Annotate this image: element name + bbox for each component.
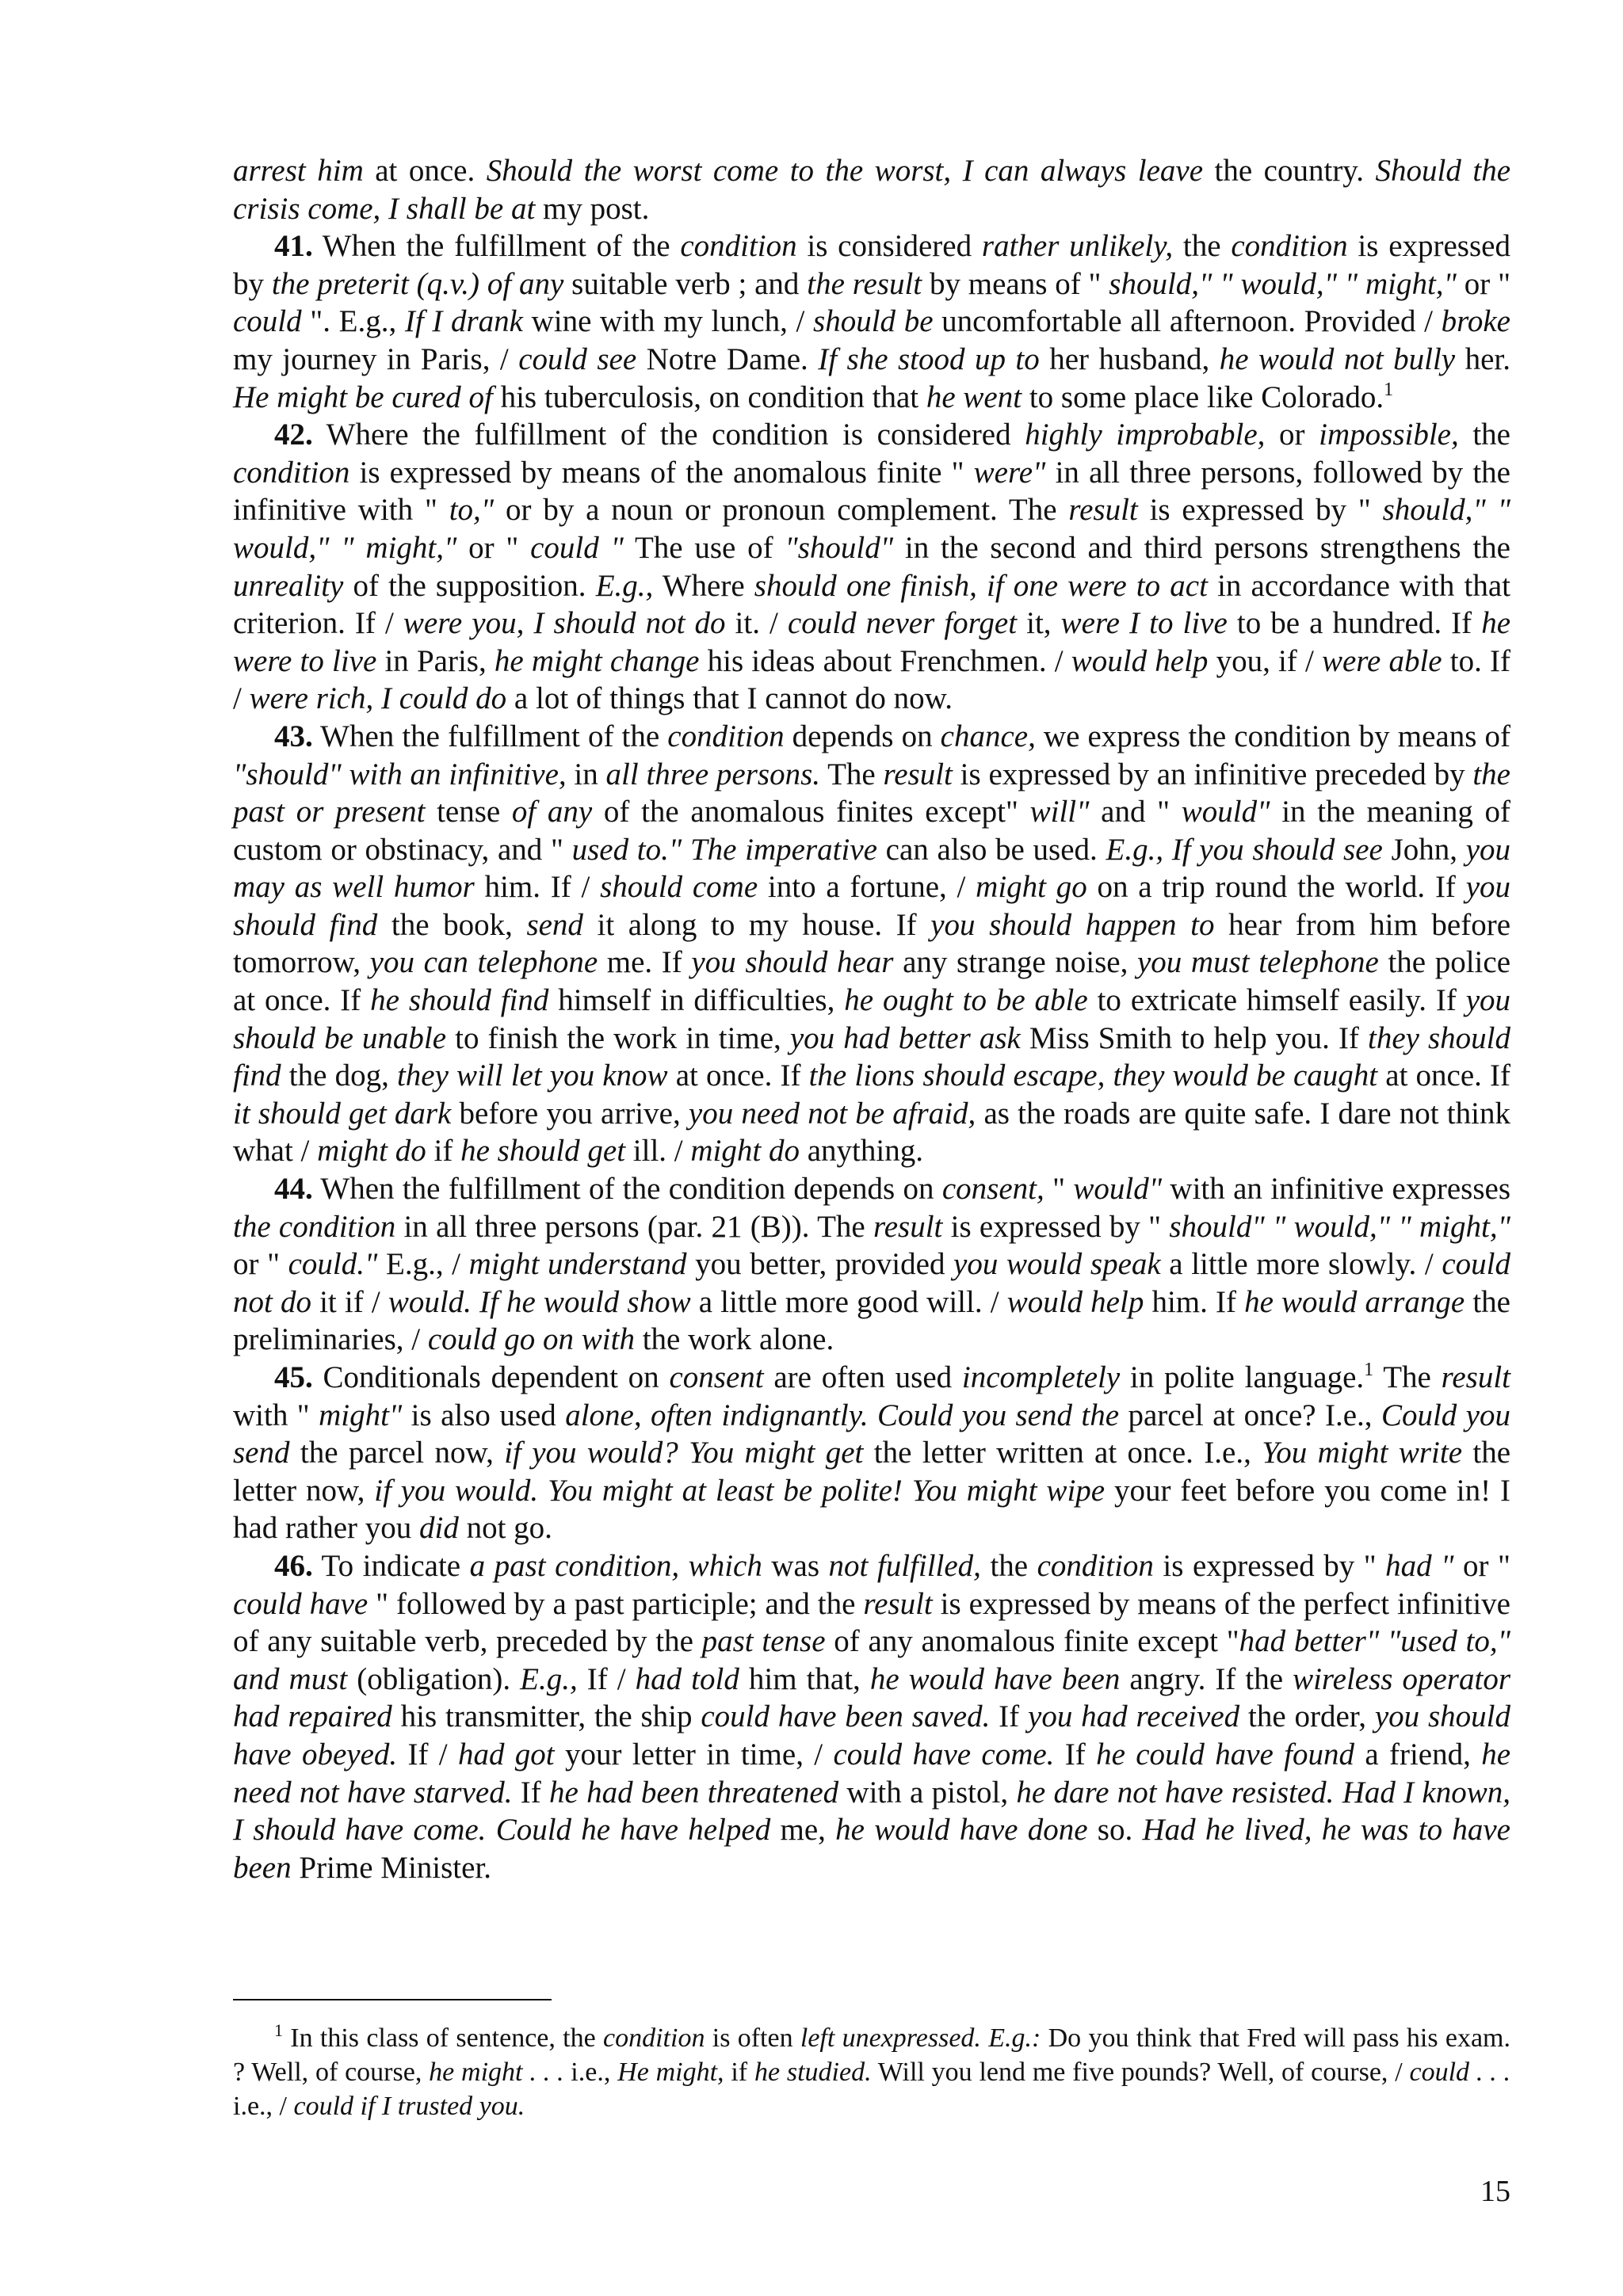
italic-text: might" [319,1398,403,1432]
text-run: if [724,2058,754,2087]
italic-text: you need not be afraid, [688,1096,976,1131]
italic-text: you should hear [691,945,894,980]
italic-text: he would arrange [1244,1284,1465,1319]
italic-text: result [1441,1360,1511,1394]
italic-text: could." [288,1247,378,1282]
text-run: in the second and third persons strengthens the [893,530,1510,565]
italic-text: he should find [370,983,549,1018]
text-run: John, [1382,832,1466,867]
italic-text: condition [667,719,785,753]
italic-text: rather unlikely, [981,229,1174,264]
text-run: him. If [1144,1284,1245,1319]
italic-text: he ought to be able [844,983,1088,1018]
footnote [233,2021,1510,2123]
italic-text: you would speak [953,1247,1161,1282]
italic-text: should one finish, if one were to act [754,568,1208,603]
text-run: The [1373,1360,1442,1394]
text-run: to be a hundred. If [1227,606,1482,641]
text-run: and " [1089,795,1182,830]
italic-text: he went [926,379,1022,414]
text-run: at once. If [667,1058,809,1093]
text-run: parcel at once? I.e., [1119,1398,1381,1432]
italic-text: he would not bully [1219,341,1456,376]
italic-text: he need not have starved. [233,1737,1510,1810]
italic-text: Had he lived, he was to have been [233,1813,1510,1885]
text-run: was [762,1548,829,1583]
italic-text: he should get [460,1134,626,1169]
italic-text: the preterit (q.v.) of any [271,266,564,301]
text-run: his ideas about Frenchmen. / [699,643,1071,678]
text-run: it along to my house. If [582,907,931,942]
text-run: her. [1455,341,1510,376]
text-run: is often [705,2023,800,2053]
italic-text: were able [1321,643,1442,678]
main-text [233,152,1510,1886]
text-run: Notre Dame. [636,341,819,376]
italic-text: Should the crisis come, I shall be at [233,154,1511,226]
italic-text: he had been threatened [549,1775,839,1810]
footnote-reference: 1 [274,2020,283,2040]
text-run: into a fortune, / [758,870,976,905]
italic-text: "should" [785,530,894,565]
italic-text: you had received [1028,1699,1240,1734]
italic-text: were I to live [1060,606,1228,641]
text-run: his tuberculosis, on condition that [492,379,926,414]
text-run: Where the fulfillment of the condition is considered [312,418,1025,452]
italic-text: if you would. You might at least be polite! You might wipe [374,1473,1106,1508]
italic-text: he would have been [869,1661,1121,1696]
text-run: him. If / [474,870,601,905]
text-run: The [820,757,884,791]
text-run: your letter in time, / [554,1737,834,1772]
italic-text: were rich, I could do [249,681,507,716]
text-run: the dog, [281,1058,397,1093]
italic-text: to," [449,493,495,528]
text-run: any strange noise, [893,945,1137,980]
italic-text: He might, [617,2058,724,2087]
text-run: tense [425,795,512,830]
italic-text: consent [669,1360,764,1394]
italic-text: E.g., If you should see [1106,832,1383,867]
text-run: or " [233,1247,288,1282]
text-run: in Paris, [376,643,495,678]
italic-text: would" [1073,1172,1163,1207]
paragraph-46 [233,1547,1510,1886]
text-run: E.g., / [377,1247,469,1282]
italic-text: they will let you know [396,1058,668,1093]
italic-text: result [883,757,953,791]
text-run: When the fulfillment of the condition depends on [312,1172,942,1207]
italic-text: could have been saved. [701,1699,991,1734]
italic-text: broke [1441,304,1510,339]
italic-text: result [1068,493,1138,528]
italic-text: you must telephone [1136,945,1379,980]
text-run: in all three persons, followed by the infinitive with " [233,455,1510,528]
text-run: my journey in Paris, / [233,341,519,376]
text-run: so. [1087,1813,1143,1848]
text-run: me. If [598,945,692,980]
text-run: a friend, [1354,1737,1482,1772]
italic-text: could see [518,341,637,376]
text-run: is considered [796,229,982,264]
text-run: is expressed by means of the perfect infinitive of any suitable verb, preceded by the [233,1586,1510,1659]
italic-text: highly improbable, [1025,418,1266,452]
text-run: or " [1456,266,1510,301]
italic-text: E.g., [595,568,654,603]
italic-text: If I drank [404,304,523,339]
text-run: or " [456,530,531,565]
text-run: is expressed by means of the anomalous finite " [349,455,974,490]
italic-text: might understand [468,1247,687,1282]
italic-text: you can telephone [369,945,598,980]
italic-text: you should find [233,870,1510,942]
text-run: the work alone. [634,1322,834,1357]
italic-text: a past condition, which [469,1548,762,1583]
text-run: to. If / [233,643,1511,716]
text-run: or by a noun or pronoun complement. The [494,493,1069,528]
text-run: When the fulfillment of the [312,719,668,753]
italic-text: could if I trusted you. [293,2092,525,2121]
text-run: if [426,1134,461,1169]
text-run: as the roads are quite safe. I dare not think what / [233,1096,1510,1169]
italic-text: the past or present [233,757,1510,830]
text-run: the order, [1239,1699,1375,1734]
italic-text: the lions should escape, they would be caught [808,1058,1378,1093]
italic-text: arrest him [233,154,364,188]
italic-text: he studied. [754,2058,872,2087]
text-run: or " [1453,1548,1510,1583]
text-run: can also be used. [876,832,1106,867]
text-run: of any anomalous finite except " [825,1624,1239,1659]
italic-text: had told [635,1661,739,1696]
italic-text: chance, [940,719,1036,753]
text-run: suitable verb ; and [563,266,808,301]
text-run: in all three persons (par. 21 (B)). The [395,1209,873,1244]
italic-text: he might . . . [429,2058,564,2087]
italic-text: send [526,907,583,942]
footnote-divider [233,1999,552,2000]
text-run: hear from him before tomorrow, [233,907,1511,980]
italic-text: could have [233,1586,369,1621]
italic-text: would help [1071,643,1209,678]
text-run: in accordance with that criterion. If / [233,568,1511,641]
text-run: ill. / [625,1134,691,1169]
italic-text: would" [1181,795,1270,830]
text-run: the preliminaries, / [233,1284,1510,1357]
italic-text: he were to live [233,606,1511,678]
text-run: not go. [458,1511,552,1546]
italic-text: the condition [233,1209,396,1244]
page-number: 15 [1480,2175,1510,2208]
text-run: it, [1017,606,1061,641]
paragraph-number: 42. [274,418,313,452]
text-run: If [990,1699,1029,1734]
paragraph-42 [233,416,1510,718]
text-run: is expressed by [233,229,1510,301]
text-run: is expressed by an infinitive preceded by [952,757,1473,791]
italic-text: could not do [233,1247,1510,1319]
text-run: angry. If the [1120,1661,1293,1696]
italic-text: he would have done [835,1813,1088,1848]
italic-text: would. If he would show [388,1284,691,1319]
italic-text: you should happen to [930,907,1215,942]
italic-text: could never forget [787,606,1018,641]
italic-text: all three persons. [605,757,821,791]
paragraph-43 [233,718,1510,1170]
text-run: the letter written at once. I.e., [863,1436,1262,1470]
paragraph-44 [233,1170,1510,1359]
text-run: If / [577,1661,636,1696]
italic-text: you may as well humor [233,832,1511,905]
text-run: i.e., / [233,2092,294,2121]
italic-text: might go [976,870,1087,905]
italic-text: would help [1006,1284,1144,1319]
italic-text: might do [690,1134,800,1169]
text-run: the country. [1203,154,1376,188]
footnote-reference: 1 [1384,379,1394,400]
italic-text: he could have found [1096,1737,1354,1772]
italic-text: had better" "used to," and must [233,1624,1510,1696]
text-run: Will you lend me five pounds? Well, of course, / [871,2058,1410,2087]
italic-text: alone, often indignantly. Could you send the [565,1398,1120,1432]
italic-text: were" [973,455,1046,490]
text-run: If [512,1775,550,1810]
text-run: with " [233,1398,319,1432]
italic-text: the result [807,266,922,301]
italic-text: could . . . [1409,2058,1510,2087]
italic-text: left unexpressed. E.g.: [800,2023,1041,2053]
text-run: you better, provided [686,1247,954,1282]
text-run: anything. [799,1134,923,1169]
italic-text: were you, I should not do [403,606,726,641]
text-run: to extricate himself easily. If [1087,983,1466,1018]
italic-text: consent, [941,1172,1044,1207]
italic-text: result [873,1209,943,1244]
italic-text: Could you send [233,1398,1510,1470]
paragraph-number: 41. [274,229,313,264]
italic-text: wireless operator had repaired [233,1661,1510,1734]
italic-text: could [233,304,302,339]
text-run: by means of " [922,266,1109,301]
text-run: of the anomalous finites except" [592,795,1030,830]
italic-text: not fulfilled, [828,1548,981,1583]
text-run: or [1265,418,1319,452]
text-run: " [1044,1172,1074,1207]
text-run: The use of [623,530,785,565]
italic-text: "should" with an infinitive, [233,757,567,791]
text-run: his transmitter, the ship [391,1699,701,1734]
text-run: Prime Minister. [291,1850,492,1885]
text-run: at once. [363,154,487,188]
text-run: is expressed by " [1153,1548,1386,1583]
italic-text: result [863,1586,933,1621]
text-run: Miss Smith to help you. If [1020,1020,1368,1055]
text-run: Where [653,568,754,603]
italic-text: could go on with [427,1322,635,1357]
text-run: it. / [725,606,788,641]
italic-text: it should get dark [233,1096,452,1131]
text-run: " followed by a past participle; and the [368,1586,864,1621]
text-run: i.e., [563,2058,618,2087]
italic-text: you should be unable [233,983,1511,1055]
italic-text: You might write [1262,1436,1463,1470]
italic-text: of any [511,795,593,830]
italic-text: condition [1231,229,1348,264]
text-run: wine with my lunch, / [522,304,814,339]
italic-text: condition [680,229,797,264]
italic-text: he dare not have resisted. Had I known, I should have come. Could he have helped [233,1775,1510,1848]
text-run: himself in difficulties, [548,983,845,1018]
text-run: my post. [535,191,650,226]
paragraph-number: 44. [274,1172,313,1207]
text-run: is expressed by " [1137,493,1383,528]
italic-text: they should find [233,1020,1511,1093]
footnote-text [233,2021,1510,2123]
italic-text: should," " would," " might," [1109,266,1457,301]
text-run: you, if / [1208,643,1322,678]
paragraph-41 [233,227,1510,416]
text-run: Conditionals dependent on [312,1360,670,1394]
italic-text: impossible, [1319,418,1459,452]
paragraph-number: 46. [274,1548,313,1583]
text-run: to finish the work in time, [446,1020,790,1055]
italic-text: did [419,1511,459,1546]
continuation-paragraph [233,152,1510,227]
text-run: of the supposition. [343,568,596,603]
italic-text: He might be cured of [233,379,493,414]
text-run: with an infinitive expresses [1162,1172,1511,1207]
text-run: When the fulfillment of the [312,229,681,264]
italic-text: If she stood up to [818,341,1040,376]
text-run: with a pistol, [838,1775,1017,1810]
text-run: (obligation). [347,1661,521,1696]
italic-text: had got [457,1737,555,1772]
text-run: it if / [311,1284,388,1319]
paragraph-45 [233,1359,1510,1547]
text-run: the parcel now, [289,1436,505,1470]
italic-text: used to." The imperative [571,832,877,867]
italic-text: if you would? You might get [504,1436,864,1470]
text-run: a lot of things that I cannot do now. [506,681,953,716]
italic-text: could have come. [833,1737,1055,1772]
italic-text: should" " would," " might," [1169,1209,1510,1244]
text-run: me, [770,1813,836,1848]
italic-text: might do [317,1134,426,1169]
paragraph-number: 45. [274,1360,313,1394]
text-run: the [980,1548,1037,1583]
text-run: in polite language. [1120,1360,1365,1394]
italic-text: E.g., [520,1661,578,1696]
italic-text: will" [1029,795,1090,830]
italic-text: you had better ask [789,1020,1021,1055]
text-run: If [1054,1737,1097,1772]
text-run: the [1173,229,1232,264]
text-run: on a trip round the world. If [1086,870,1466,905]
italic-text: should be [813,304,934,339]
italic-text: had " [1385,1548,1454,1583]
text-run: uncomfortable all afternoon. Provided / [933,304,1442,339]
italic-text: condition [1037,1548,1154,1583]
text-run: to some place like Colorado. [1022,379,1384,414]
text-run: we express the condition by means of [1035,719,1510,753]
italic-text: Should the worst come to the worst, I can always leave [486,154,1204,188]
text-run: are often used [763,1360,962,1394]
italic-text: he might change [494,643,700,678]
text-run: her husband, [1039,341,1220,376]
text-run: before you arrive, [451,1096,689,1131]
text-run: the letter now, [233,1436,1511,1508]
italic-text: should come [600,870,758,905]
text-run: a little more good will. / [690,1284,1007,1319]
text-run: is expressed by " [942,1209,1170,1244]
text-run: at once. If [1377,1058,1511,1093]
text-run: him that, [739,1661,870,1696]
text-run: the police at once. If [233,945,1510,1018]
text-run: is also used [402,1398,566,1432]
text-run: a little more slowly. / [1160,1247,1442,1282]
text-run: the [1458,418,1510,452]
italic-text: incompletely [961,1360,1121,1394]
text-run: To indicate [312,1548,470,1583]
paragraph-number: 43. [274,719,313,753]
text-run: depends on [784,719,941,753]
italic-text: past tense [701,1624,826,1659]
text-run: in [566,757,606,791]
italic-text: condition [603,2023,705,2053]
footnote-reference: 1 [1364,1360,1374,1380]
text-run: Do you think that Fred will pass his exam. ? Well, of course, [233,2023,1510,2087]
text-run: In this class of sentence, the [283,2023,604,2053]
text-run: your feet before you come in! I had rather you [233,1473,1510,1546]
italic-text: condition [233,455,350,490]
italic-text: you should have obeyed. [233,1699,1511,1772]
text-run: the book, [377,907,527,942]
text-run: ". E.g., [301,304,405,339]
italic-text: unreality [233,568,344,603]
italic-text: could " [530,530,624,565]
italic-text: should," " would," " might," [233,493,1510,565]
text-run: If / [397,1737,458,1772]
text-run: in the meaning of custom or obstinacy, and " [233,795,1510,867]
